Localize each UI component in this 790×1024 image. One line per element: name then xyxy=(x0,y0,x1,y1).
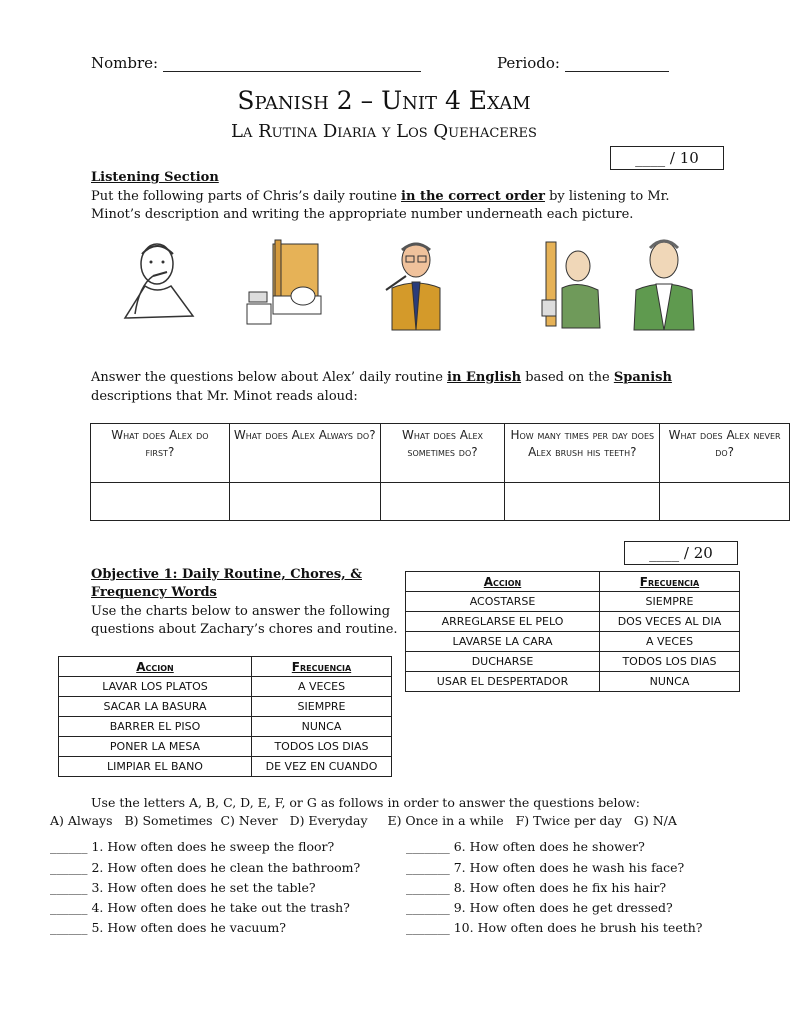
objective-heading xyxy=(91,566,362,602)
question-cell: What does Alex Always do? xyxy=(229,424,380,483)
question-table-wrap xyxy=(90,423,781,523)
nombre-blank[interactable] xyxy=(163,57,421,72)
chart-cell: TODOS LOS DIAS xyxy=(600,652,740,672)
answer-intro xyxy=(91,370,672,385)
chart-cell: LIMPIAR EL BANO xyxy=(59,757,252,777)
chart-cell: DUCHARSE xyxy=(406,652,600,672)
chart-cell: DE VEZ EN CUANDO xyxy=(252,757,392,777)
question-item[interactable]: ______ 3. How often does he set the table? xyxy=(50,880,316,895)
chart-cell: SACAR LA BASURA xyxy=(59,697,252,717)
question-cell: What does Alex never do? xyxy=(660,424,790,483)
man-sleeping-alarm-picture xyxy=(245,238,325,330)
periodo-label: Periodo: xyxy=(497,54,560,72)
instr-text-end: by listening to Mr. xyxy=(544,189,670,204)
listening-heading: Listening Section xyxy=(91,170,219,185)
question-item[interactable]: _______ 7. How often does he wash his face? xyxy=(406,860,685,875)
chart-cell: A VECES xyxy=(600,632,740,652)
intro-text: Answer the questions below about Alex’ daily routine xyxy=(91,370,448,385)
question-item[interactable]: ______ 5. How often does he vacuum? xyxy=(50,920,286,935)
listening-instructions xyxy=(91,189,670,204)
nombre-field[interactable] xyxy=(91,54,421,72)
question-cell: What does Alex do first? xyxy=(91,424,230,483)
man-tie-toothbrush-picture xyxy=(382,238,452,332)
letters-instruction: Use the letters A, B, C, D, E, F, or G as follows in order to answer the questions below: xyxy=(91,795,640,810)
question-cell: What does Alex sometimes do? xyxy=(380,424,505,483)
chart-header-accion: Accion xyxy=(59,657,252,677)
man-brushing-teeth-picture xyxy=(115,236,205,336)
question-item[interactable]: _______ 8. How often does he fix his hair? xyxy=(406,880,667,895)
chart-cell: LAVAR LOS PLATOS xyxy=(59,677,252,697)
instr-text: Put the following parts of Chris’s daily routine xyxy=(91,189,402,204)
chart-cell: ACOSTARSE xyxy=(406,592,600,612)
chart-cell: NUNCA xyxy=(252,717,392,737)
intro-text-mid: based on the xyxy=(521,370,614,385)
answer-cell[interactable] xyxy=(229,483,380,521)
chart-cell: ARREGLARSE EL PELO xyxy=(406,612,600,632)
question-item[interactable]: _______ 10. How often does he brush his teeth? xyxy=(406,920,703,935)
objective-instructions xyxy=(91,603,398,639)
question-item[interactable]: _______ 6. How often does he shower? xyxy=(406,839,645,854)
chart-cell: SIEMPRE xyxy=(600,592,740,612)
chores-chart xyxy=(58,656,392,777)
intro-spanish: Spanish xyxy=(613,370,672,385)
routine-chart xyxy=(405,571,740,692)
question-cell: How many times per day does Alex brush his teeth? xyxy=(505,424,660,483)
objective-instr-line2: questions about Zachary’s chores and routine. xyxy=(91,622,398,637)
answer-intro-line2: descriptions that Mr. Minot reads aloud: xyxy=(91,389,358,404)
letters-options: A) Always B) Sometimes C) Never D) Everyday E) Once in a while F) Twice per day G) N/A xyxy=(50,813,677,828)
chart-cell: DOS VECES AL DIA xyxy=(600,612,740,632)
chart-cell: PONER LA MESA xyxy=(59,737,252,757)
answer-cell[interactable] xyxy=(660,483,790,521)
chart-cell: TODOS LOS DIAS xyxy=(252,737,392,757)
chart-header-frecuencia: Frecuencia xyxy=(600,572,740,592)
question-table xyxy=(90,423,790,521)
answer-cell[interactable] xyxy=(380,483,505,521)
chart-cell: NUNCA xyxy=(600,672,740,692)
periodo-field[interactable] xyxy=(497,54,669,72)
chart-cell: A VECES xyxy=(252,677,392,697)
chart-cell: USAR EL DESPERTADOR xyxy=(406,672,600,692)
listening-instructions-line2: Minot’s description and writing the appropriate number underneath each picture. xyxy=(91,207,634,222)
chart-header-accion: Accion xyxy=(406,572,600,592)
page-subtitle: La Rutina Diaria y Los Quehaceres xyxy=(231,121,537,142)
answer-cell[interactable] xyxy=(505,483,660,521)
answer-cell[interactable] xyxy=(91,483,230,521)
nombre-label: Nombre: xyxy=(91,54,159,72)
chart-header-frecuencia: Frecuencia xyxy=(252,657,392,677)
periodo-blank[interactable] xyxy=(565,57,669,72)
man-getting-dressed-picture xyxy=(628,234,698,332)
listening-score-box: ____ / 10 xyxy=(610,146,724,170)
objective-instr-line1: Use the charts below to answer the following xyxy=(91,604,391,619)
chart-cell: BARRER EL PISO xyxy=(59,717,252,737)
chart-cell: SIEMPRE xyxy=(252,697,392,717)
page-title: Spanish 2 – Unit 4 Exam xyxy=(237,86,531,115)
objective-score-box: ____ / 20 xyxy=(624,541,738,565)
question-item[interactable]: _______ 9. How often does he get dressed? xyxy=(406,900,673,915)
intro-in-english: in English xyxy=(447,370,522,385)
objective-heading-line2: Frequency Words xyxy=(91,585,217,600)
question-item[interactable]: ______ 4. How often does he take out the trash? xyxy=(50,900,350,915)
instr-emphasis: in the correct order xyxy=(401,189,545,204)
question-item[interactable]: ______ 1. How often does he sweep the floor? xyxy=(50,839,335,854)
man-waking-bed-picture xyxy=(540,240,606,330)
chart-cell: LAVARSE LA CARA xyxy=(406,632,600,652)
question-item[interactable]: ______ 2. How often does he clean the bathroom? xyxy=(50,860,361,875)
objective-heading-line1: Objective 1: Daily Routine, Chores, & xyxy=(91,567,362,582)
